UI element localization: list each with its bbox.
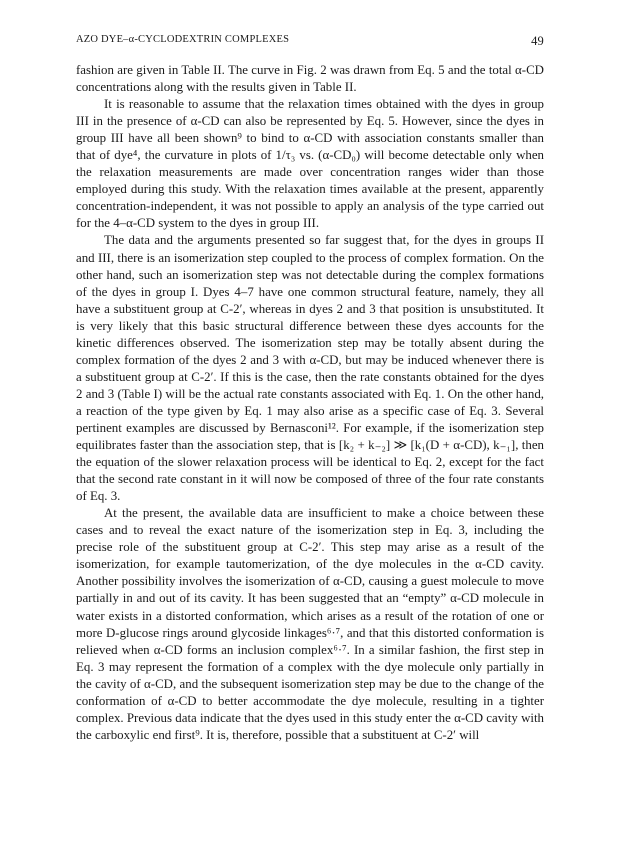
page-number: 49 — [531, 34, 544, 48]
paragraph: The data and the arguments presented so far suggest that, for the dyes in groups II and III, there is an isomerization step coupled to the process of complex formation. On the other hand, such an isomerization step was not detectable during the complex formations of the dyes in group I. Dyes 4–7 have one common structural feature, namely, they all have a substituent group at C-2′, whereas in dyes 2 and 3 that position is unsubstituted. It is very likely that this basic structural difference between these dyes accounts for the kinetic differences observed. The isomerization step may be totally absent during the complex formation of the dyes 2 and 3 with α-CD, but may be induced whenever there is a substituent group at C-2′. If this is the case, then the rate constants obtained for the dyes 2 and 3 (Table I) will be the actual rate constants associated with Eq. 1. On the other hand, a reaction of the type given by Eq. 1 may also arise as a specific case of Eq. 3. Several pertinent examples are discussed by Bernasconi¹². For example, if the isomerization step equilibrates faster than the association step, that is [k₂ + k₋₂] ≫ [k₁(D + α-CD), k₋₁], then the equation of the slower relaxation process will be identical to Eq. 2, except for the fact that the second rate constant in it will now be composed of three of the four rate constants of Eq. 3. — [76, 233, 544, 504]
article-body — [76, 62, 544, 744]
paragraph-continued: fashion are given in Table II. The curve in Fig. 2 was drawn from Eq. 5 and the total α-CD concentrations along with the results given in Table II. — [76, 63, 544, 95]
paragraph: It is reasonable to assume that the relaxation times obtained with the dyes in group III in the presence of α-CD can also be represented by Eq. 5. However, since the dyes in group III have all been shown⁹ to bind to α-CD with association constants smaller than that of dye⁴, the curvature in plots of 1/τ₃ vs. (α-CD₀) will become detectable only when the relaxation measurements are made over concentration ranges wider than those employed during this study. With the relaxation times available at the present, apparently concentration-independent, it was not possible to apply an analysis of the type carried out for the 4–α-CD system to the dyes in group III. — [76, 97, 544, 231]
running-head — [76, 34, 544, 50]
running-title: AZO DYE–α-CYCLODEXTRIN COMPLEXES — [76, 34, 290, 45]
paragraph: At the present, the available data are insufficient to make a choice between these cases and to reveal the exact nature of the isomerization step in Eq. 3, including the precise role of the substituent group at C-2′. This step may arise as a result of the isomerization, for example tautomerization, of the dye molecules in the α-CD cavity. Another possibility involves the isomerization of α-CD, causing a guest molecule to move partially in and out of its cavity. It has been suggested that an “empty” α-CD molecule in water exists in a distorted conformation, which arises as a result of the rotation of one or more D-glucose rings around glycoside linkages⁶·⁷, and that this distorted conformation is relieved when α-CD forms an inclusion complex⁶·⁷. In a similar fashion, the first step in Eq. 3 may represent the formation of a complex with the dye molecule only partially in the cavity of α-CD, and the subsequent isomerization step may be due to the change of the conformation of α-CD to better accommodate the dye molecule, resulting in a tighter complex. Previous data indicate that the dyes used in this study enter the α-CD cavity with the carboxylic end first⁹. It is, therefore, possible that a substituent at C-2′ will — [76, 506, 544, 742]
